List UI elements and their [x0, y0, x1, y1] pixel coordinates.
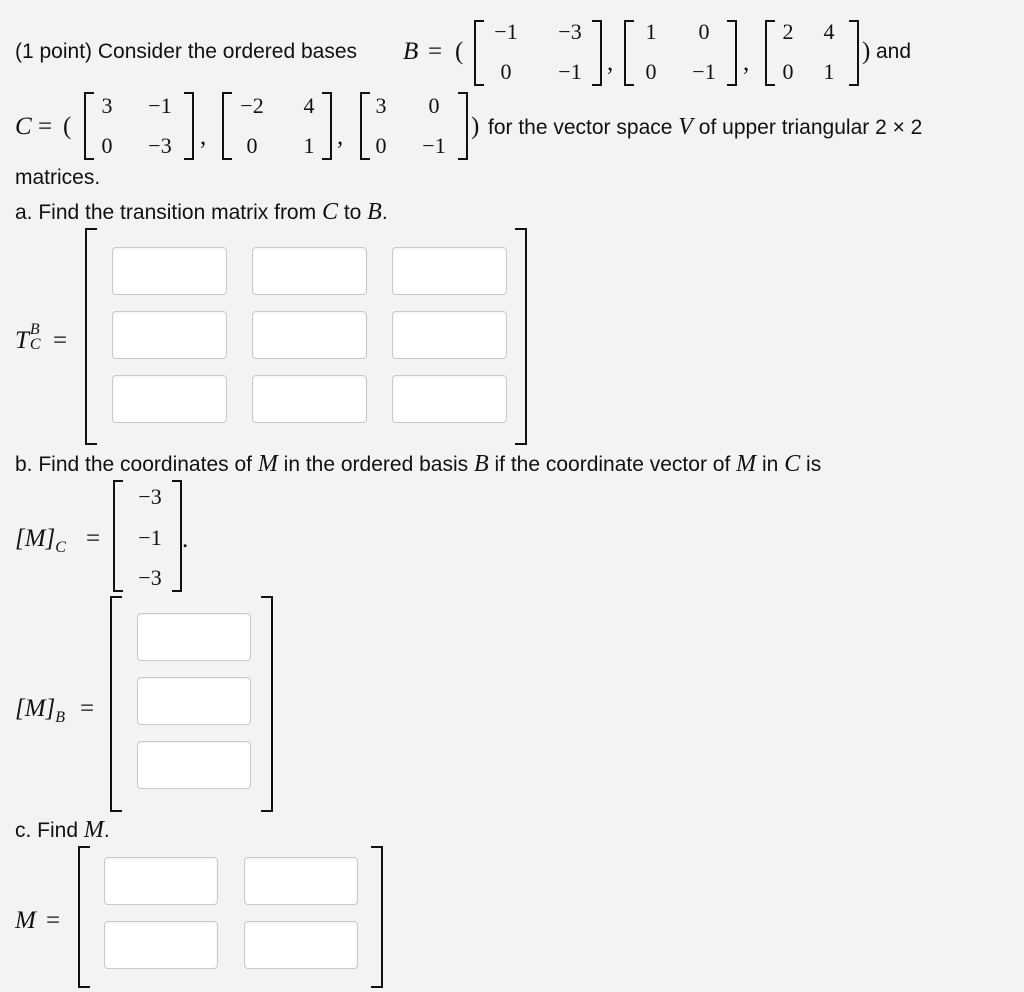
matrix-entry: 4	[303, 93, 315, 118]
part-b-prefix: b. Find the coordinates of	[15, 453, 252, 476]
part-b-prompt	[15, 452, 821, 476]
transition-matrix-input-r1-c1[interactable]	[112, 247, 227, 295]
equals-sign: =	[86, 525, 101, 552]
m-symbol: M	[257, 451, 278, 477]
given-vector-entry: −3	[138, 484, 162, 509]
bracket-left	[113, 480, 123, 592]
vector-space-text	[488, 115, 922, 139]
coordinate-input-3[interactable]	[137, 741, 251, 789]
matrix-entry: 0	[375, 133, 387, 158]
equals-sign: =	[38, 113, 53, 140]
transition-matrix-input-r2-c1[interactable]	[112, 311, 227, 359]
answer-coordinate-sub: B	[55, 709, 66, 726]
matrix-entry: 1	[823, 59, 835, 84]
basis-c-symbol: C	[15, 113, 32, 140]
bracket-left	[222, 92, 232, 160]
coordinate-input-1[interactable]	[137, 613, 251, 661]
bracket-right	[172, 480, 182, 592]
given-coordinate-label	[15, 525, 66, 556]
part-c-prompt	[15, 818, 110, 842]
basis-c-symbol: C	[784, 451, 801, 477]
matrix-entry: −1	[558, 59, 582, 84]
matrix-entry: 0	[500, 59, 512, 84]
transition-matrix-input-r3-c2[interactable]	[252, 375, 367, 423]
to-word: to	[343, 201, 362, 224]
m-symbol: M	[736, 451, 757, 477]
bracket-right	[727, 20, 737, 86]
for-the-vector-space-text: for the vector space	[488, 116, 673, 139]
matrix-entry: −3	[148, 133, 172, 158]
to-basis-symbol: B	[367, 199, 382, 225]
bracket-right	[515, 228, 527, 445]
transition-matrix-label	[15, 321, 43, 354]
transition-symbol: T	[15, 327, 29, 354]
matrix-entry: 1	[645, 19, 657, 44]
in-basis-text: in the ordered basis	[283, 453, 469, 476]
m-symbol: M	[83, 817, 104, 843]
matrix-entry: 0	[246, 133, 258, 158]
matrix-entry: −1	[148, 93, 172, 118]
matrix-entry: −1	[494, 19, 518, 44]
period: .	[381, 201, 388, 224]
equals-sign: =	[53, 327, 68, 354]
matrix-entry: 0	[698, 19, 710, 44]
bracket-left	[474, 20, 484, 86]
answer-coordinate-symbol: [M]	[15, 695, 56, 722]
transition-matrix-input-r3-c3[interactable]	[392, 375, 507, 423]
matrix-entry: 0	[428, 93, 440, 118]
upper-triangular-text: of upper triangular 2 × 2	[698, 116, 923, 139]
bracket-left	[624, 20, 634, 86]
given-coordinate-symbol: [M]	[15, 525, 56, 552]
bracket-left	[78, 846, 90, 988]
comma: ,	[743, 49, 750, 76]
equals-sign: =	[80, 695, 95, 722]
transition-matrix-input-r2-c3[interactable]	[392, 311, 507, 359]
matrix-entry: 3	[375, 93, 387, 118]
bracket-right	[261, 596, 273, 812]
transition-matrix-input-r3-c1[interactable]	[112, 375, 227, 423]
given-vector-entry: −3	[138, 565, 162, 590]
intro-text-prefix: (1 point) Consider the ordered bases	[15, 40, 358, 63]
m-input-r2-c2[interactable]	[244, 921, 358, 969]
open-paren: (	[63, 113, 72, 140]
transition-sup: B	[29, 321, 40, 338]
answer-coordinate-label	[15, 695, 66, 726]
if-text: if the coordinate vector of	[494, 453, 731, 476]
transition-matrix-input-r2-c2[interactable]	[252, 311, 367, 359]
coordinate-input-2[interactable]	[137, 677, 251, 725]
bracket-right	[184, 92, 194, 160]
and-text: and	[876, 40, 912, 63]
matrix-entry: −1	[692, 59, 716, 84]
bracket-right	[849, 20, 859, 86]
space-symbol: V	[678, 114, 693, 140]
matrices-text: matrices.	[15, 166, 101, 189]
equals-sign: =	[428, 38, 443, 65]
period: .	[182, 526, 189, 553]
bracket-left	[85, 228, 97, 445]
matrix-entry: 0	[782, 59, 794, 84]
given-vector-entry: −1	[138, 525, 162, 550]
matrix-entry: 4	[823, 19, 835, 44]
transition-sub: C	[29, 336, 41, 353]
given-coordinate-sub: C	[55, 539, 66, 556]
part-a-prefix: a. Find the transition matrix from	[15, 201, 317, 224]
period: .	[103, 819, 110, 842]
part-a-prompt	[15, 200, 388, 224]
basis-b-symbol: B	[473, 451, 489, 477]
bracket-right	[458, 92, 468, 160]
in-text: in	[761, 453, 779, 476]
matrix-entry: −3	[558, 19, 582, 44]
comma: ,	[337, 123, 344, 150]
transition-matrix-input-r1-c2[interactable]	[252, 247, 367, 295]
m-label: M	[15, 907, 36, 934]
bracket-left	[110, 596, 122, 812]
close-paren: )	[862, 38, 871, 65]
equals-sign: =	[46, 907, 61, 934]
matrix-entry: −2	[240, 93, 264, 118]
basis-b-symbol: B	[403, 38, 419, 65]
comma: ,	[200, 123, 207, 150]
part-c-prefix: c. Find	[15, 819, 79, 842]
from-basis-symbol: C	[321, 199, 338, 225]
bracket-right	[322, 92, 332, 160]
matrix-entry: −1	[422, 133, 446, 158]
matrix-entry: 2	[782, 19, 794, 44]
m-input-r2-c1[interactable]	[104, 921, 218, 969]
matrix-entry: 1	[303, 133, 315, 158]
matrix-entry: 3	[101, 93, 113, 118]
bracket-right	[371, 846, 383, 988]
is-text: is	[806, 453, 822, 476]
bracket-left	[765, 20, 775, 86]
m-input-r1-c1[interactable]	[104, 857, 218, 905]
close-paren: )	[471, 113, 480, 140]
m-input-r1-c2[interactable]	[244, 857, 358, 905]
transition-matrix-input-r1-c3[interactable]	[392, 247, 507, 295]
matrix-entry: 0	[101, 133, 113, 158]
open-paren: (	[455, 38, 464, 65]
matrix-entry: 0	[645, 59, 657, 84]
comma: ,	[607, 49, 614, 76]
bracket-right	[592, 20, 602, 86]
